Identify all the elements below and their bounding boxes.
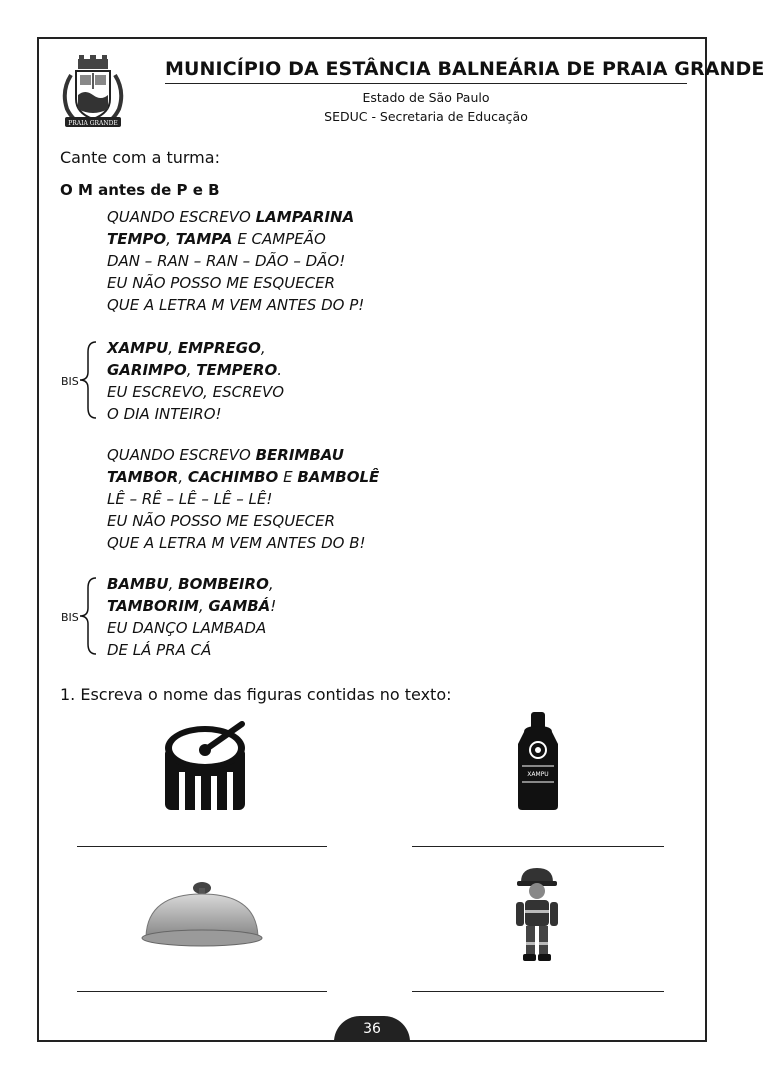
lyric-line: EU ESCREVO, ESCREVO — [107, 383, 285, 401]
lyric-line: BAMBU, BOMBEIRO, — [107, 575, 274, 593]
lyric-line: QUE A LETRA M VEM ANTES DO B! — [107, 534, 366, 552]
answer-line[interactable] — [412, 846, 664, 847]
bis-label: BIS — [61, 611, 79, 624]
lyric-line: XAMPU, EMPREGO, — [107, 339, 266, 357]
stanza-2 — [107, 444, 379, 554]
lyric-line: EU NÃO POSSO ME ESQUECER — [107, 512, 336, 530]
lyric-line: QUANDO ESCREVO LAMPARINA — [107, 208, 355, 226]
lyric-line: DAN – RAN – RAN – DÃO – DÃO! — [107, 252, 346, 270]
chorus-2 — [107, 573, 276, 661]
department-name: SEDUC - Secretaria de Educação — [324, 109, 528, 124]
shampoo-bottle-icon — [514, 710, 562, 812]
lyric-line: TAMBOR, CACHIMBO E BAMBOLÊ — [107, 468, 380, 486]
lyric-line: DE LÁ PRA CÁ — [107, 641, 212, 659]
intro-text: Cante com a turma: — [60, 148, 220, 167]
answer-line[interactable] — [77, 991, 327, 992]
answer-line[interactable] — [77, 846, 327, 847]
food-cloche-icon — [140, 878, 264, 952]
lyric-line: GARIMPO, TEMPERO. — [107, 361, 283, 379]
exercise-question: 1. Escreva o nome das figuras contidas no texto: — [60, 685, 452, 704]
municipality-title: MUNICÍPIO DA ESTÂNCIA BALNEÁRIA DE PRAIA GRANDE — [165, 58, 687, 84]
chorus-1 — [107, 337, 284, 425]
lyric-line: TEMPO, TAMPA E CAMPEÃO — [107, 230, 326, 248]
state-name: Estado de São Paulo — [362, 90, 490, 105]
lyric-line: LÊ – RÊ – LÊ – LÊ – LÊ! — [107, 490, 273, 508]
lyric-line: O DIA INTEIRO! — [107, 405, 222, 423]
brace-icon — [78, 576, 100, 656]
song-title: O M antes de P e B — [60, 181, 220, 199]
page-number: 36 — [363, 1021, 381, 1037]
svg-text:PRAIA GRANDE: PRAIA GRANDE — [68, 120, 118, 127]
brace-icon — [78, 340, 100, 420]
lyric-line: EU NÃO POSSO ME ESQUECER — [107, 274, 336, 292]
drum-icon — [160, 718, 250, 814]
shampoo-label: XAMPU — [527, 771, 549, 778]
lyric-line: QUE A LETRA M VEM ANTES DO P! — [107, 296, 365, 314]
answer-line[interactable] — [412, 991, 664, 992]
lyric-line: QUANDO ESCREVO BERIMBAU — [107, 446, 344, 464]
firefighter-icon — [513, 866, 561, 964]
bis-label: BIS — [61, 375, 79, 388]
lyric-line: EU DANÇO LAMBADA — [107, 619, 267, 637]
city-crest-icon — [59, 53, 127, 131]
lyric-line: TAMBORIM, GAMBÁ! — [107, 597, 277, 615]
stanza-1 — [107, 206, 364, 316]
